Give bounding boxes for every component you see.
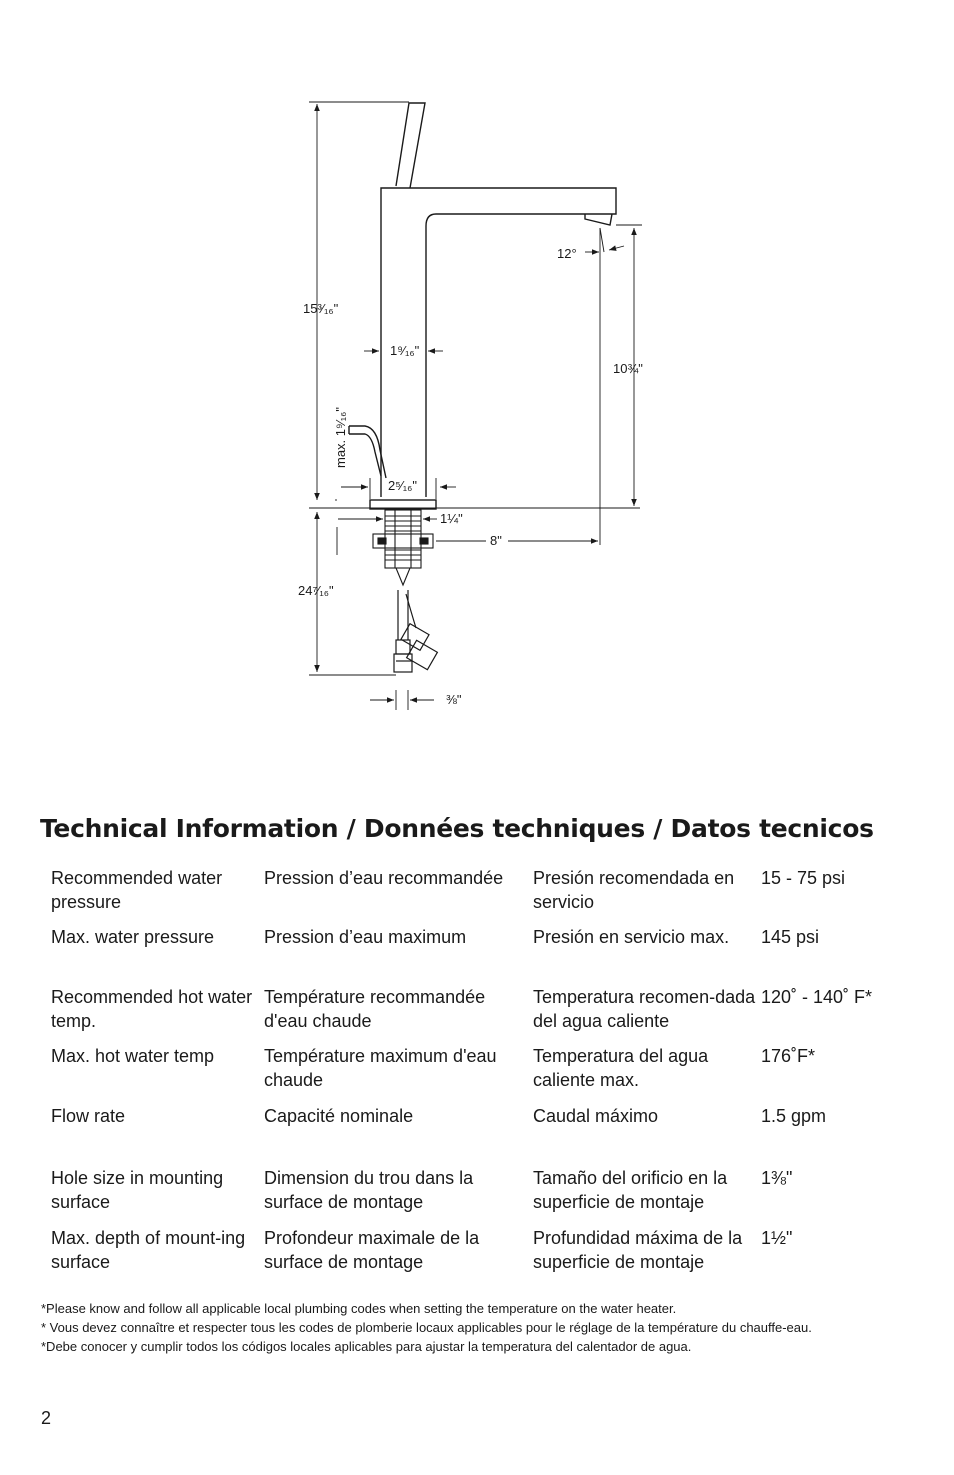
spec-value: 1.5 gpm [761,1106,827,1126]
footnote-fr: * Vous devez connaître et respecter tous les codes de plomberie locaux applicables pour le réglage de la température du chauffe-eau. [41,1320,812,1335]
dimension-labels [298,246,643,707]
spec-fr: Profondeur maximale de la surface de montage [264,1228,480,1272]
threaded-shank [373,510,433,585]
spec-es: Temperatura del agua caliente max. [533,1046,709,1090]
spec-table [51,866,901,1274]
spec-value: 145 psi [761,927,820,947]
spec-es: Temperatura recomen-dada del agua caliente [533,987,756,1031]
spec-en: Flow rate [51,1106,126,1126]
shank-diameter-label: 1¼" [440,511,463,526]
spec-es: Presión en servicio max. [533,927,730,947]
body-width-label: 1⁹⁄₁₆" [390,343,420,358]
spec-en: Recommended water pressure [51,868,223,912]
faucet-body [349,103,616,497]
spec-value: 120˚ - 140˚ F* [761,987,873,1007]
spec-row [51,985,901,1044]
spec-fr: Dimension du trou dans la surface de montage [264,1168,474,1212]
spec-en: Max. hot water temp [51,1046,215,1066]
spout-reach-label: 8" [490,533,502,548]
spec-fr: Pression d’eau recommandée [264,868,504,888]
hose-length-label: 24⁷⁄₁₆" [298,583,334,598]
spec-row [51,1044,901,1104]
footnotes [41,1299,841,1356]
spec-fr: Température maximum d'eau chaude [264,1046,497,1090]
overall-height-label: 15³⁄₁₆" [303,301,339,316]
spec-en: Hole size in mounting surface [51,1168,224,1212]
spec-fr: Température recommandée d'eau chaude [264,987,486,1031]
spec-en: Max. water pressure [51,927,215,947]
spec-es: Profundidad máxima de la superficie de montaje [533,1228,743,1272]
footnote-es: *Debe conocer y cumplir todos los códigos locales aplicables para ajustar la temperatura del calentador de agua. [41,1339,692,1354]
footnote-en: *Please know and follow all applicable local plumbing codes when setting the temperature on the water heater. [41,1301,677,1316]
section-title: Technical Information / Données techniques / Datos tecnicos [40,814,874,843]
spec-row [51,1166,901,1226]
spout-height-label: 10¾" [613,361,643,376]
spec-value: 15 - 75 psi [761,868,846,888]
angle-label: 12° [557,246,577,261]
spec-en: Recommended hot water temp. [51,987,253,1031]
spec-fr: Capacité nominale [264,1106,414,1126]
spec-row [51,925,901,985]
spec-es: Tamaño del orificio en la superficie de montaje [533,1168,728,1212]
spec-value: 176˚F* [761,1046,816,1066]
lever-offset-label: max. 1⁹⁄₁₆" [333,407,348,468]
spec-value: 1⅜" [761,1168,793,1188]
spec-es: Presión recomendada en servicio [533,868,735,912]
spec-es: Caudal máximo [533,1106,659,1126]
page-number: 2 [41,1408,52,1428]
spec-row [51,1226,901,1274]
spec-en: Max. depth of mount-ing surface [51,1228,246,1272]
base-diameter-label: 2⁵⁄₁₆" [388,478,418,493]
spec-value: 1½" [761,1228,793,1248]
spec-fr: Pression d’eau maximum [264,927,467,947]
spec-row [51,1104,901,1166]
connection-label: ⅜" [446,692,462,707]
supply-hoses [394,590,437,672]
spec-row [51,866,901,925]
